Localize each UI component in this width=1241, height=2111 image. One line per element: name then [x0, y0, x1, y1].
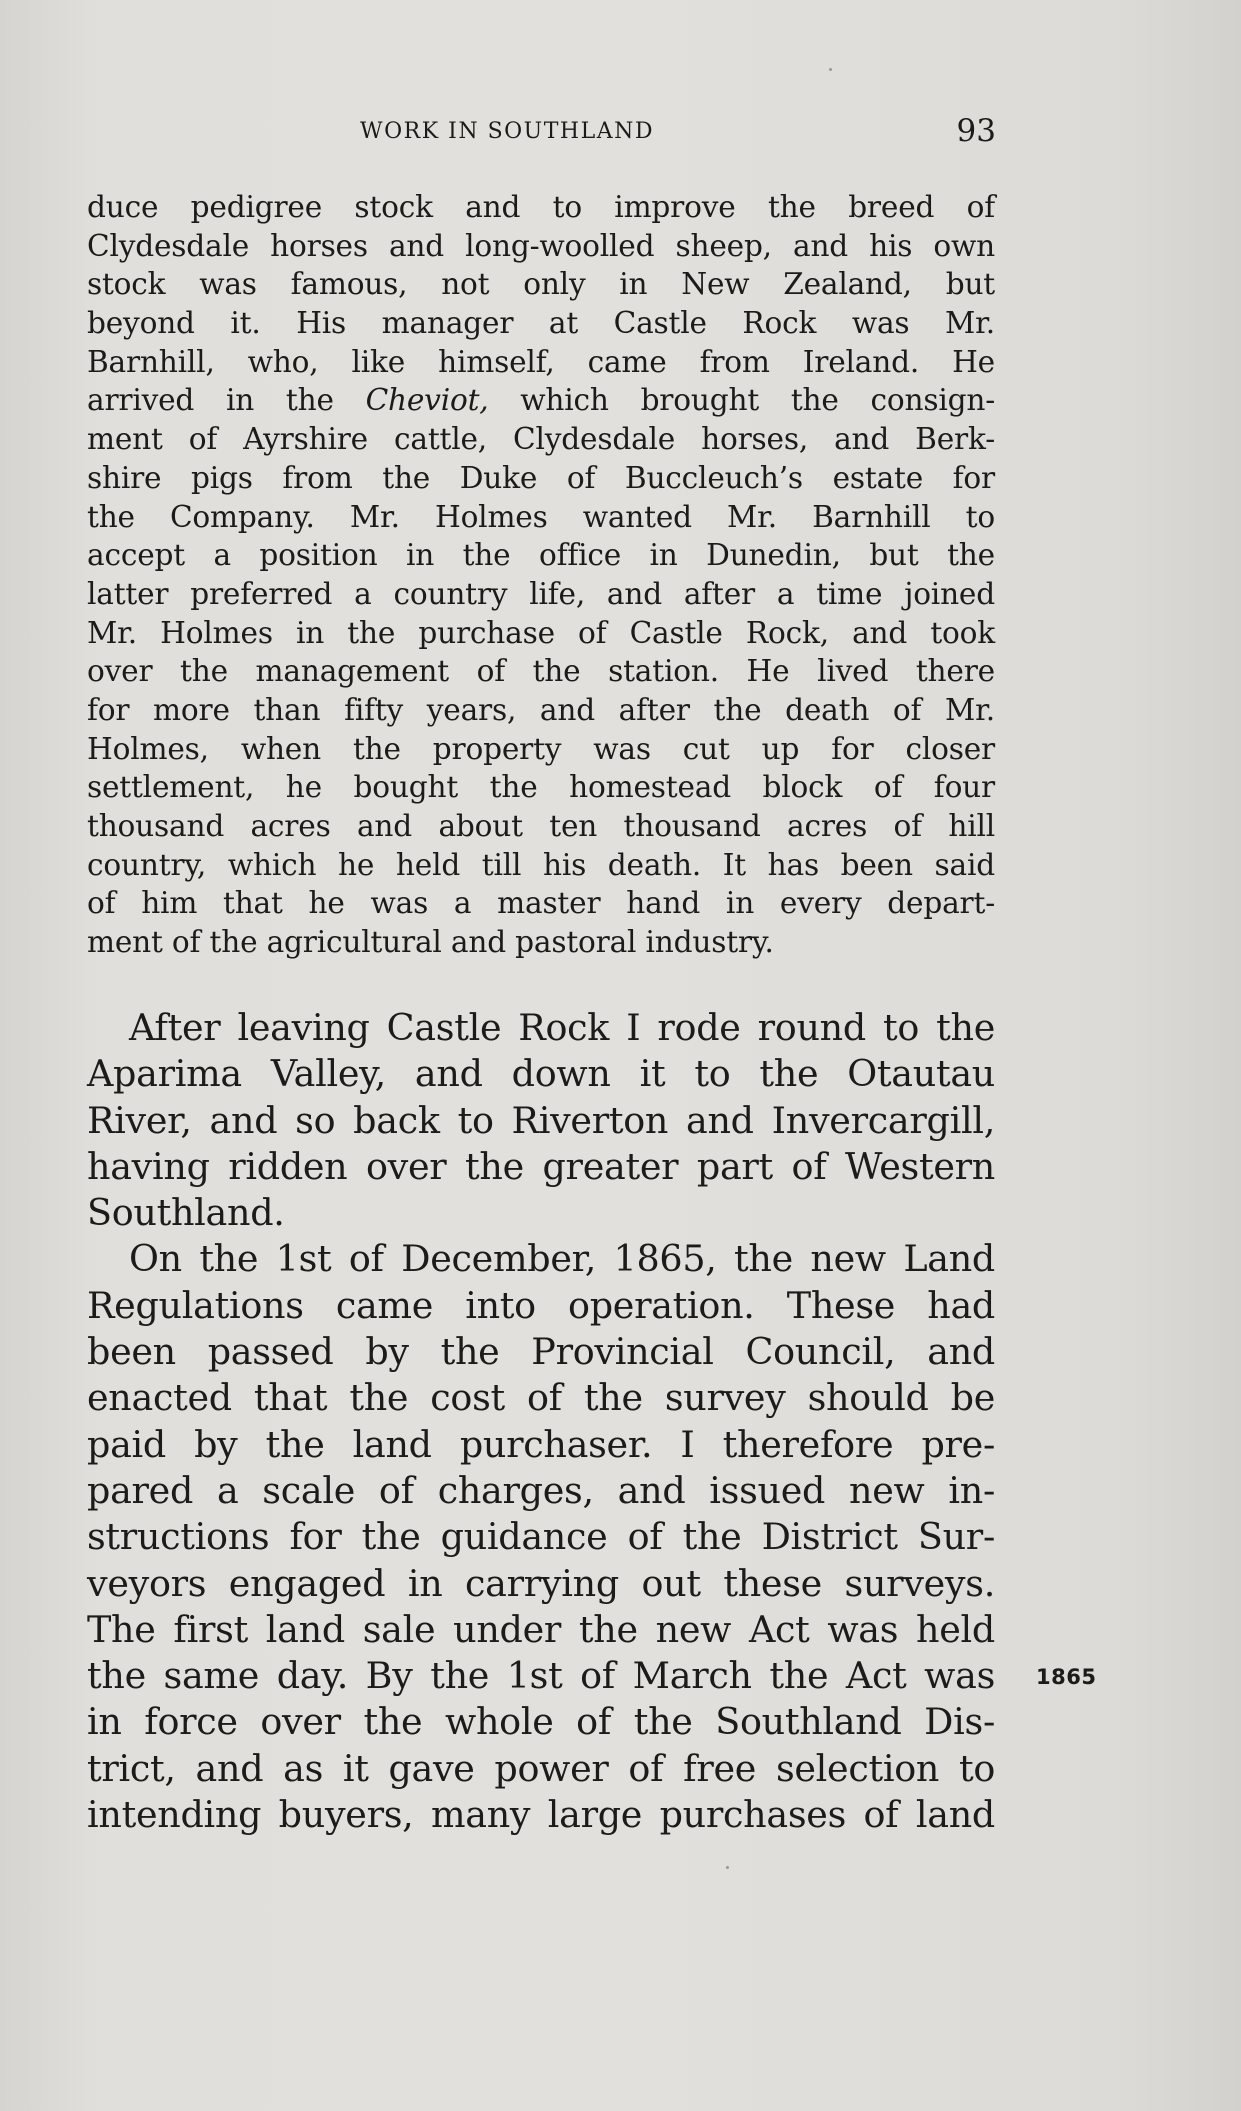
page-number: 93: [956, 113, 996, 149]
text-line: the Company. Mr. Holmes wanted Mr. Barnhill to: [87, 499, 995, 534]
text-line: Southland.: [87, 1191, 285, 1235]
text-line: for more than fifty years, and after the death of Mr.: [87, 692, 995, 727]
ship-name: Cheviot,: [365, 383, 489, 418]
text-line: latter preferred a country life, and after a time joined: [87, 576, 995, 611]
text-line: After leaving Castle Rock I rode round to the: [129, 1006, 995, 1049]
text-line: On the 1st of December, 1865, the new Land: [129, 1237, 995, 1281]
text-line: intending buyers, many large purchases of land: [87, 1793, 995, 1837]
text-line: structions for the guidance of the District Sur-: [87, 1515, 995, 1559]
text-line: enacted that the cost of the survey should be: [87, 1376, 995, 1420]
text-fragment: arrived in the: [87, 383, 366, 418]
text-line: ment of the agricultural and pastoral industry.: [87, 925, 774, 960]
text-line: Clydesdale horses and long-woolled sheep, and his own: [87, 228, 995, 263]
page-header: [88, 113, 996, 153]
text-fragment: which brought the consign-: [488, 383, 995, 418]
paper-speck: [829, 68, 832, 71]
paper-speck: [726, 1866, 729, 1869]
text-line: River, and so back to Riverton and Invercargill,: [87, 1098, 995, 1142]
text-line: [87, 381, 995, 420]
text-line: duce pedigree stock and to improve the breed of: [87, 190, 995, 224]
main-text: [87, 1005, 995, 1838]
margin-date-note: 1865: [1036, 1665, 1097, 1689]
text-line: Aparima Valley, and down it to the Otautau: [87, 1052, 995, 1096]
text-line: trict, and as it gave power of free selection to: [87, 1746, 995, 1790]
paragraph-continued: [87, 188, 995, 962]
text-line: Barnhill, who, like himself, came from Ireland. He: [87, 344, 995, 379]
text-line: stock was famous, not only in New Zealand, but: [87, 267, 995, 302]
text-line: of him that he was a master hand in every depart-: [87, 886, 995, 921]
text-line: shire pigs from the Duke of Buccleuch’s estate for: [87, 460, 995, 495]
text-line: Holmes, when the property was cut up for closer: [87, 731, 995, 766]
text-line: been passed by the Provincial Council, and: [87, 1330, 995, 1374]
text-line: thousand acres and about ten thousand acres of hill: [87, 809, 995, 843]
text-line: in force over the whole of the Southland Dis-: [87, 1700, 995, 1744]
text-line: Regulations came into operation. These had: [87, 1283, 995, 1327]
text-line: over the management of the station. He lived there: [87, 654, 995, 689]
text-line: ment of Ayrshire cattle, Clydesdale horses, and Berk-: [87, 422, 995, 457]
text-line: The first land sale under the new Act was held: [87, 1607, 995, 1651]
text-line: accept a position in the office in Dunedin, but the: [87, 538, 995, 573]
text-line: country, which he held till his death. It has been said: [87, 847, 995, 882]
text-line: Mr. Holmes in the purchase of Castle Rock, and took: [87, 615, 995, 650]
text-line: veyors engaged in carrying out these surveys.: [87, 1561, 995, 1605]
text-line: having ridden over the greater part of Western: [87, 1144, 995, 1188]
running-head: WORK IN SOUTHLAND: [360, 119, 654, 144]
text-line: settlement, he bought the homestead block of four: [87, 770, 995, 805]
text-line: pared a scale of charges, and issued new in-: [87, 1468, 995, 1512]
text-line: the same day. By the 1st of March the Act was: [87, 1654, 995, 1698]
text-line: beyond it. His manager at Castle Rock was Mr.: [87, 306, 995, 341]
text-line: paid by the land purchaser. I therefore pre-: [87, 1422, 995, 1466]
